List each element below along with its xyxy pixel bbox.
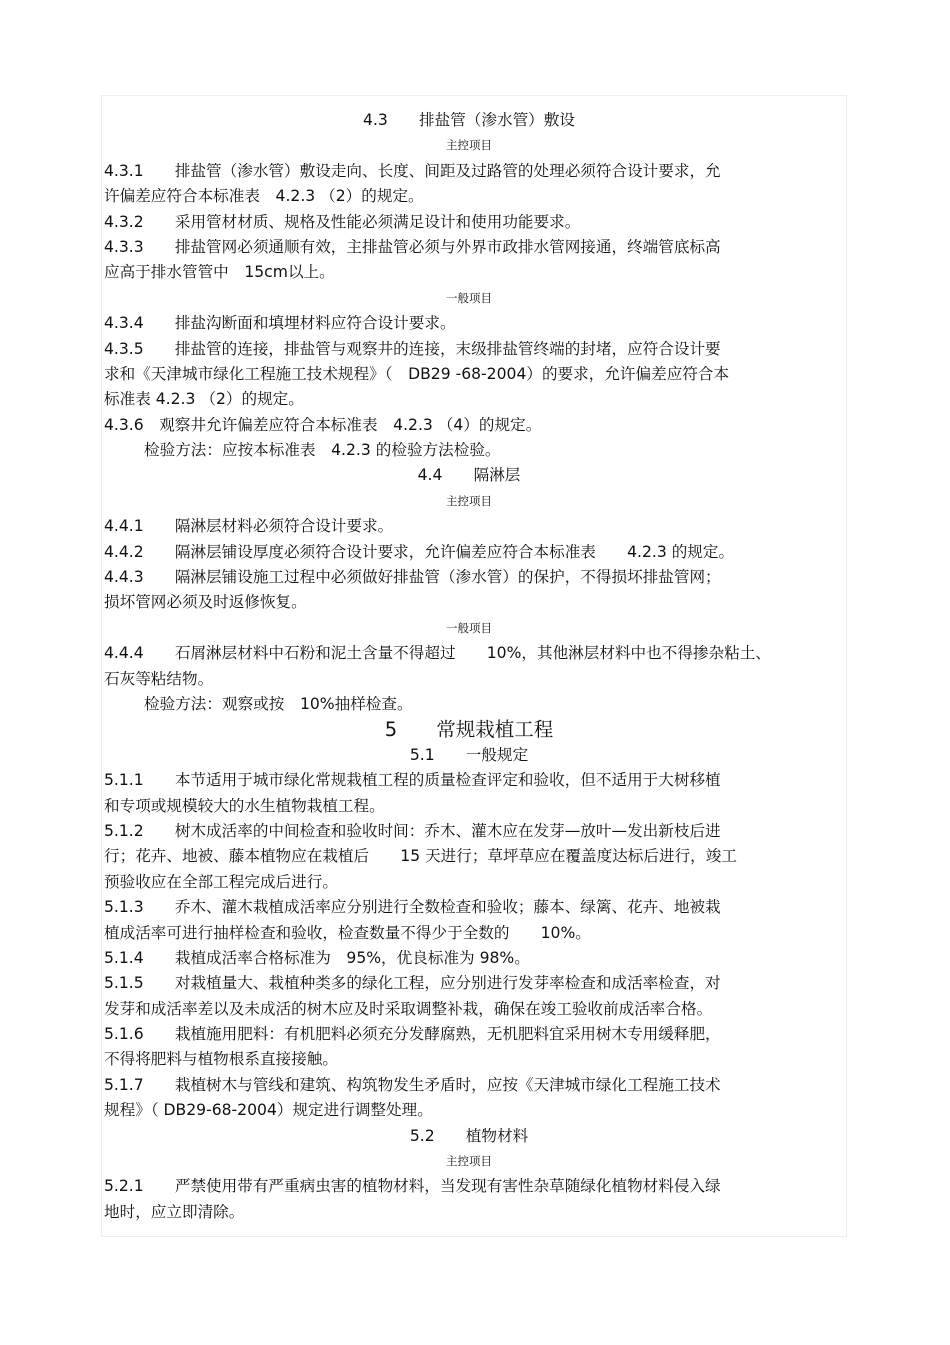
text-line: 标准表 4.2.3 （2）的规定。 — [104, 390, 304, 409]
text-line: 4.3.4 排盐沟断面和填埋材料应符合设计要求。 — [104, 314, 456, 333]
document-content — [104, 108, 834, 1225]
text-line: 一般项目 — [446, 620, 492, 635]
text-line: 许偏差应符合本标准表 4.2.3 （2）的规定。 — [104, 187, 424, 206]
text-line: 主控项目 — [446, 138, 492, 153]
text-line: 发芽和成活率差以及未成活的树木应及时采取调整补栽，确保在竣工验收前成活率合格。 — [104, 999, 713, 1018]
text-line: 4.3.3 排盐管网必须通顺有效，主排盐管必须与外界市政排水管网接通，终端管底标高 — [104, 237, 721, 256]
text-line: 地时，应立即清除。 — [104, 1202, 245, 1221]
text-line: 5.1.5 对栽植量大、栽植种类多的绿化工程，应分别进行发芽率检查和成活率检查，对 — [104, 974, 721, 993]
text-line: 检验方法：观察或按 10%抽样检查。 — [144, 694, 413, 713]
text-line: 植成活率可进行抽样检查和验收，检查数量不得少于全数的 10%。 — [104, 923, 591, 942]
text-line: 4.3.2 采用管材材质、规格及性能必须满足设计和使用功能要求。 — [104, 212, 581, 231]
text-line: 和专项或规模较大的水生植物栽植工程。 — [104, 796, 385, 815]
text-line: 求和《天津城市绿化工程施工技术规程》（ DB29 -68-2004）的要求，允许偏差应符合本 — [104, 364, 730, 383]
text-line: 4.3.5 排盐管的连接，排盐管与观察井的连接，末级排盐管终端的封堵，应符合设计要 — [104, 339, 721, 358]
text-line: 行；花卉、地被、藤本植物应在栽植后 15 天进行；草坪草应在覆盖度达标后进行，竣工 — [104, 847, 737, 866]
text-line: 5.1.7 栽植树木与管线和建筑、构筑物发生矛盾时，应按《天津城市绿化工程施工技术 — [104, 1075, 721, 1094]
text-line: 5.1.1 本节适用于城市绿化常规栽植工程的质量检查评定和验收，但不适用于大树移植 — [104, 771, 721, 790]
text-line: 不得将肥料与植物根系直接接触。 — [104, 1050, 338, 1069]
text-line: 损坏管网必须及时返修恢复。 — [104, 593, 307, 612]
text-line: 预验收应在全部工程完成后进行。 — [104, 872, 338, 891]
text-line: 石灰等粘结物。 — [104, 669, 214, 688]
text-line: 4.4.1 隔淋层材料必须符合设计要求。 — [104, 517, 394, 536]
text-line: 一般项目 — [446, 290, 492, 305]
text-line: 规程》（ DB29-68-2004）规定进行调整处理。 — [104, 1101, 433, 1120]
text-line: 5.2.1 严禁使用带有严重病虫害的植物材料，当发现有害性杂草随绿化植物材料侵入绿 — [104, 1177, 721, 1196]
text-line: 5.1.6 栽植施用肥料：有机肥料必须充分发酵腐熟，无机肥料宜采用树木专用缓释肥， — [104, 1025, 721, 1044]
text-line: 5.1.4 栽植成活率合格标准为 95%，优良标准为 98%。 — [104, 948, 530, 967]
text-line: 4.4.4 石屑淋层材料中石粉和泥土含量不得超过 10%，其他淋层材料中也不得掺杂粘土、 — [104, 644, 771, 663]
text-line: 4.3 排盐管（渗水管）敷设 — [363, 111, 575, 129]
text-line: 5.2 植物材料 — [409, 1126, 529, 1145]
text-line: 主控项目 — [446, 1154, 492, 1169]
text-line: 5.1.3 乔木、灌木栽植成活率应分别进行全数检查和验收；藤本、绿篱、花卉、地被栽 — [104, 898, 721, 917]
text-line: 应高于排水管管中 15cm以上。 — [104, 263, 335, 282]
text-line: 4.4.2 隔淋层铺设厚度必须符合设计要求，允许偏差应符合本标准表 4.2.3 的规定。 — [104, 542, 735, 561]
text-line: 主控项目 — [446, 493, 492, 508]
text-line: 4.3.1 排盐管（渗水管）敷设走向、长度、间距及过路管的处理必须符合设计要求，允 — [104, 161, 721, 180]
text-line: 4.4 隔淋层 — [417, 466, 521, 485]
text-line: 4.4.3 隔淋层铺设施工过程中必须做好排盐管（渗水管）的保护，不得损坏排盐管网； — [104, 568, 721, 587]
text-line: 5 常规栽植工程 — [384, 718, 554, 742]
text-line: 5.1.2 树木成活率的中间检查和验收时间：乔木、灌木应在发芽—放叶—发出新枝后进 — [104, 821, 721, 840]
text-line: 4.3.6 观察井允许偏差应符合本标准表 4.2.3 （4）的规定。 — [104, 415, 542, 434]
text-line: 5.1 一般规定 — [409, 745, 529, 764]
text-line: 检验方法：应按本标准表 4.2.3 的检验方法检验。 — [144, 441, 501, 460]
